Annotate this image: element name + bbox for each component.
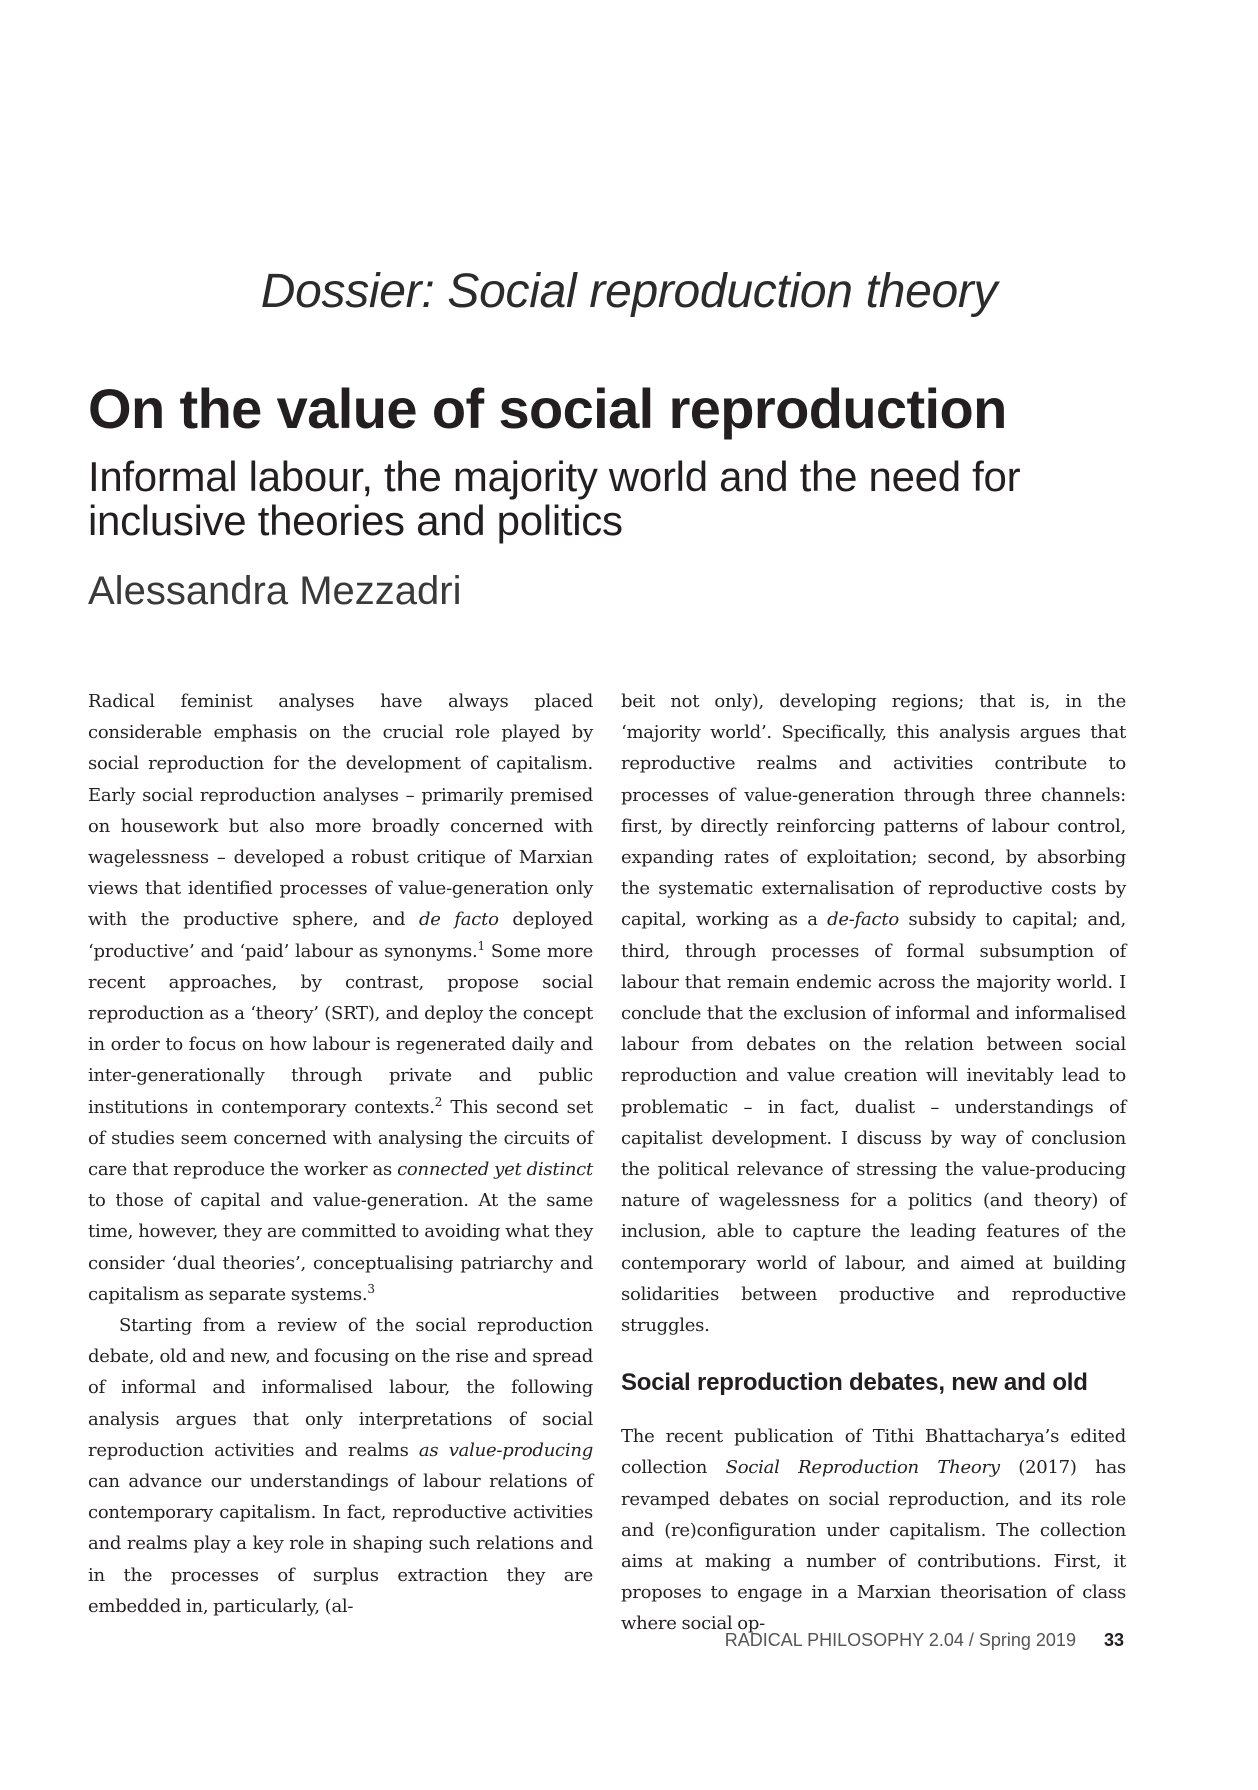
body-paragraph: The recent publication of Tithi Bhattacharya’s edited collection Social Reproduction Theory (2017) has revamped debates on social reproduction, and its role and (re)configuration under capitalism. The collection aims at making a number of contributions. First, it proposes to engage in a Marxian theorisation of class where social op-	[621, 1426, 1126, 1635]
section-heading: Social reproduction debates, new and old	[621, 1369, 1088, 1397]
body-paragraph: beit not only), developing regions; that is, in the ‘majority world’. Specifically, this analysis argues that reproductive realms and activities contribute to processes of value-generation through three channels: first, by directly reinforcing patterns of labour control, expanding rates of exploitation; second, by absorbing the systematic externalisation of reproductive costs by capital, working as a de-facto subsidy to capital; and, third, through processes of formal subsumption of labour that remain endemic across the majority world. I conclude that the exclusion of informal and informalised labour from debates on the relation between social reproduction and value creation will inevitably lead to problematic – in fact, dualist – understandings of capitalist development. I discuss by way of conclusion the political relevance of stressing the value-producing nature of wagelessness for a politics (and theory) of inclusion, able to capture the leading features of the contemporary world of labour, and aimed at building solidarities between productive and reproductive struggles.	[621, 691, 1126, 1337]
left-column	[88, 686, 593, 1622]
right-column	[621, 686, 1126, 1640]
page-footer	[725, 1628, 1124, 1652]
body-paragraph: Radical feminist analyses have always placed considerable emphasis on the crucial role played by social reproduction for the development of capitalism. Early social reproduction analyses – primarily premised on housework but also more broadly concerned with wagelessness – developed a robust critique of Marxian views that identified processes of value-generation only with the productive sphere, and de facto deployed ‘productive’ and ‘paid’ labour as synonyms.$^1$ Some more recent approaches, by contrast, propose social reproduction as a ‘theory’ (SRT), and deploy the concept in order to focus on how labour is regenerated daily and inter-generationally through private and public institutions in contemporary contexts.$^2$ This second set of studies seem concerned with analysing the circuits of care that reproduce the worker as connected yet distinct to those of capital and value-generation. At the same time, however, they are committed to avoiding what they consider ‘dual theories’, conceptualising patriarchy and capitalism as separate systems.$^3$	[88, 691, 593, 1305]
page-number: 33	[1103, 1630, 1124, 1650]
footnote-ref[interactable]: 2	[434, 1094, 443, 1109]
article-subtitle: Informal labour, the majority world and the need for inclusive theories and politics	[88, 453, 1021, 544]
body-paragraph: Starting from a review of the social reproduction debate, old and new, and focusing on the rise and spread of informal and informalised labour, the following analysis argues that only interpretations of social reproduction activities and realms as value-producing can advance our understandings of labour relations of contemporary capitalism. In fact, reproductive activities and realms play a key role in shaping such relations and in the processes of surplus extraction they are embedded in, particularly, (al-	[88, 1315, 593, 1617]
footnote-ref[interactable]: 3	[367, 1281, 375, 1296]
author-name: Alessandra Mezzadri	[88, 569, 462, 613]
article-title: On the value of social reproduction	[88, 377, 1007, 440]
dossier-label: Dossier: Social reproduction theory	[260, 265, 998, 318]
footnote-ref[interactable]: 1	[477, 938, 485, 953]
journal-citation: RADICAL PHILOSOPHY 2.04 / Spring 2019	[724, 1630, 1076, 1650]
